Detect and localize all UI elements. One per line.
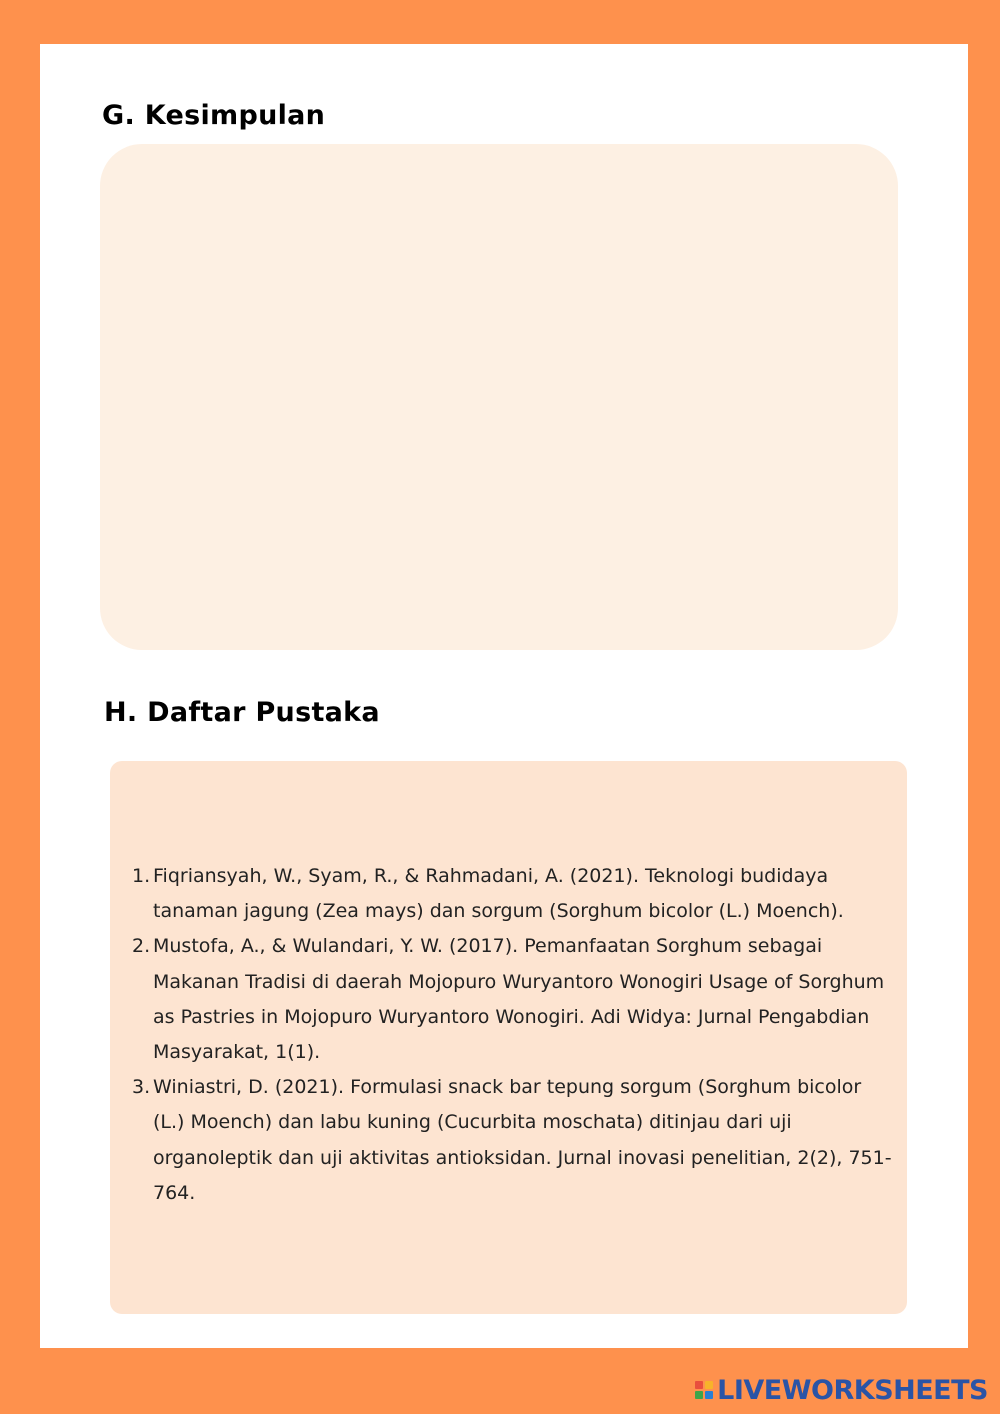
reference-number: 1. [132,865,151,887]
reference-item [132,859,892,929]
references-heading: H. Daftar Pustaka [104,697,380,728]
worksheet-page [40,44,968,1348]
reference-number: 3. [132,1076,151,1099]
reference-item [132,929,892,1070]
reference-text: Mustofa, A., & Wulandari, Y. W. (2017). Pemanfaatan Sorghum sebagai Makanan Tradisi di daerah Mojopuro Wuryantoro Wonogiri Usage of Sorghum as Pastries in Mojopuro Wuryantoro Wonogiri. Adi Widya: Jurnal Pengabdian Masyarakat, 1(1). [153,935,885,1064]
logo-block-red [695,1381,703,1389]
brand-name: LIVEWORKSHEETS [717,1374,988,1406]
logo-block-yellow [705,1381,713,1389]
conclusion-heading: G. Kesimpulan [102,100,326,131]
live-blocks-icon [695,1381,713,1399]
reference-number: 2. [132,935,151,958]
logo-block-green [695,1391,703,1399]
references-box [110,761,907,1314]
liveworksheets-logo [695,1372,988,1408]
references-list [132,859,892,1211]
reference-item [132,1070,892,1211]
reference-text: Winiastri, D. (2021). Formulasi snack bar tepung sorgum (Sorghum bicolor (L.) Moench) dan labu kuning (Cucurbita moschata) ditinjau dari uji organoleptik dan uji aktivitas antioksidan. Jurnal inovasi penelitian, 2(2), 751-764. [153,1076,892,1204]
logo-block-blue [705,1391,713,1399]
conclusion-answer-area[interactable] [100,144,898,650]
reference-text: Fiqriansyah, W., Syam, R., & Rahmadani, A. (2021). Teknologi budidaya tanaman jagung (Zea mays) dan sorgum (Sorghum bicolor (L.) Moench). [153,865,844,923]
